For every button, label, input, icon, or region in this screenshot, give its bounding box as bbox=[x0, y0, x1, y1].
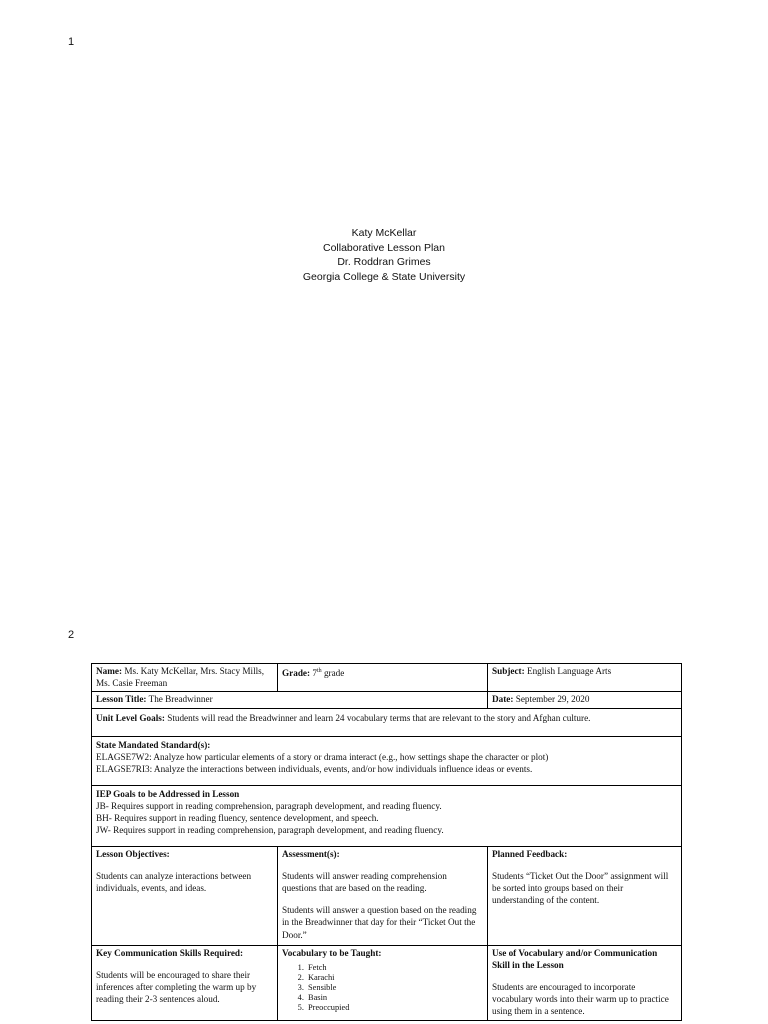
subject-label: Subject: bbox=[492, 666, 525, 676]
table-row bbox=[92, 708, 682, 736]
unit-goals-value: Students will read the Breadwinner and learn 24 vocabulary terms that are relevant to the story and Afghan culture. bbox=[164, 712, 591, 723]
date-cell bbox=[488, 692, 682, 708]
list-item: 3. Sensible bbox=[306, 983, 483, 993]
name-cell bbox=[92, 664, 278, 692]
instructor-name: Dr. Roddran Grimes bbox=[337, 256, 431, 268]
page-number: 1 bbox=[68, 36, 75, 48]
grade-cell bbox=[278, 664, 488, 692]
iep-goal: JW- Requires support in reading comprehension, paragraph development, and reading fluency. bbox=[96, 825, 444, 836]
assessment-label: Assessment(s): bbox=[282, 848, 340, 859]
vocabulary-cell bbox=[278, 945, 488, 1020]
name-value: Ms. Katy McKellar, Mrs. Stacy Mills, Ms. Casie Freeman bbox=[96, 666, 265, 689]
feedback-text: Students “Ticket Out the Door” assignment will be sorted into groups based on their understanding of the content. bbox=[492, 870, 669, 906]
table-row bbox=[92, 736, 682, 785]
vocabulary-label: Vocabulary to be Taught: bbox=[282, 947, 382, 958]
institution-name: Georgia College & State University bbox=[302, 270, 466, 283]
table-row bbox=[92, 945, 682, 1020]
author-name: Katy McKellar bbox=[351, 227, 417, 239]
standards-label: State Mandated Standard(s): bbox=[96, 739, 211, 750]
grade-label: Grade: bbox=[282, 668, 311, 679]
iep-cell bbox=[92, 785, 682, 846]
iep-goal: JB- Requires support in reading comprehension, paragraph development, and reading fluency. bbox=[96, 800, 442, 811]
date-value: September 29, 2020 bbox=[513, 694, 590, 705]
vocabulary-use-cell bbox=[488, 945, 682, 1020]
list-item: 5. Preoccupied bbox=[306, 1003, 483, 1013]
feedback-label: Planned Feedback: bbox=[492, 848, 568, 859]
document-title: Collaborative Lesson Plan bbox=[323, 241, 445, 254]
lesson-plan-table bbox=[91, 663, 682, 1021]
assessment-text: Students will answer a question based on the reading in the Breadwinner that day for their “Ticket Out the Door.” bbox=[282, 905, 477, 940]
subject-value: English Language Arts bbox=[524, 666, 612, 676]
iep-label: IEP Goals to be Addressed in Lesson bbox=[96, 788, 240, 799]
communication-label: Key Communication Skills Required: bbox=[96, 947, 244, 958]
iep-goal: BH- Requires support in reading fluency, sentence development, and speech. bbox=[96, 813, 379, 824]
vocabulary-list bbox=[282, 963, 483, 1013]
feedback-cell bbox=[488, 846, 682, 945]
list-item: 1. Fetch bbox=[306, 963, 483, 973]
objectives-text: Students can analyze interactions between individuals, events, and ideas. bbox=[96, 870, 252, 894]
unit-goals-cell bbox=[92, 708, 682, 736]
grade-rest: grade bbox=[321, 668, 345, 679]
standard-item: ELAGSE7W2: Analyze how particular elements of a story or drama interact (e.g., how settings shape the character or plot) bbox=[96, 751, 549, 762]
name-label: Name: bbox=[96, 666, 123, 676]
assessment-text: Students will answer reading comprehension questions that are based on the reading. bbox=[282, 870, 447, 894]
objectives-label: Lesson Objectives: bbox=[96, 848, 170, 859]
table-row bbox=[92, 692, 682, 708]
date-label: Date: bbox=[492, 694, 514, 705]
lesson-title-label: Lesson Title: bbox=[96, 694, 147, 705]
subject-cell bbox=[488, 664, 682, 692]
table-row bbox=[92, 785, 682, 846]
table-row bbox=[92, 846, 682, 945]
list-item: 2. Karachi bbox=[306, 973, 483, 983]
grade-number: 7 bbox=[310, 668, 317, 679]
standards-cell bbox=[92, 736, 682, 785]
vocabulary-use-text: Students are encouraged to incorporate vocabulary words into their warm up to practice using them in a sentence. bbox=[492, 982, 669, 1017]
objectives-cell bbox=[92, 846, 278, 945]
lesson-title-value: The Breadwinner bbox=[146, 694, 213, 705]
grade-suffix: th bbox=[316, 668, 322, 674]
vocabulary-use-label: Use of Vocabulary and/or Communication Skill in the Lesson bbox=[492, 947, 658, 970]
cover-block bbox=[0, 226, 768, 284]
list-item: 4. Basin bbox=[306, 993, 483, 1003]
table-row bbox=[92, 664, 682, 692]
lesson-title-cell bbox=[92, 692, 488, 708]
assessment-cell bbox=[278, 846, 488, 945]
communication-text: Students will be encouraged to share their inferences after completing the warm up by reading their 2-3 sentences aloud. bbox=[96, 969, 257, 1005]
unit-goals-label: Unit Level Goals: bbox=[96, 712, 165, 723]
communication-cell bbox=[92, 945, 278, 1020]
page-number: 2 bbox=[68, 629, 75, 641]
standard-item: ELAGSE7RI3: Analyze the interactions between individuals, events, and/or how individuals influence ideas or events. bbox=[96, 764, 533, 775]
